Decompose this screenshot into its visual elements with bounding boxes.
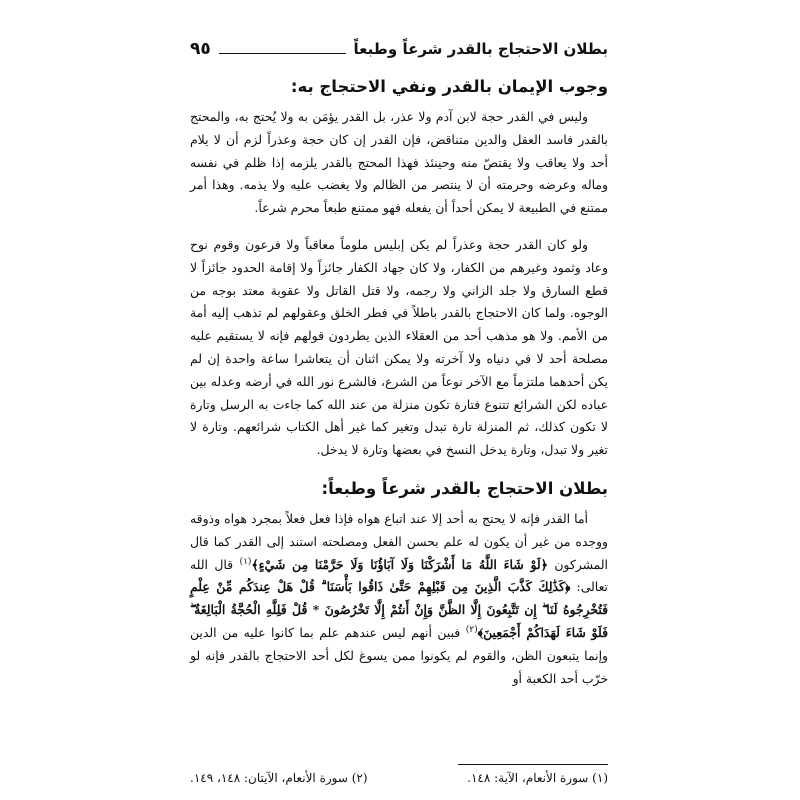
- running-title: بطلان الاحتجاج بالقدر شرعاً وطبعاً: [353, 40, 608, 58]
- paragraph-3: [190, 508, 608, 690]
- running-header: [190, 36, 608, 62]
- paragraph-2: ولو كان القدر حجة وعذراً لم يكن إبليس ملوماً معاقباً ولا فرعون وقوم نوح وعاد وثمود وغيرهم من الكفار، ولا كان جهاد الكفار جائزاً ولا إقامة الحدود جائزاً لا قطع السارق ولا جلد الزاني ولا رجمه، ولا قتل القاتل ولا عقوبة معتد بوجه من الوجوه. ولما كان الاحتجاج بالقدر باطلاً في فطر الخلق وعقولهم لم تذهب إليه أمة من الأمم. ولا هو مذهب أحد من العقلاء الذين يطردون قولهم فإنه لا يستقيم عليه مصلحة أحد لا في دنياه ولا آخرته ولا يمكن اثنان أن يتعاشرا ساعة واحدة إن لم يكن أحدهما ملتزماً مع الآخر نوعاً من الشرع، فالشرع نور الله في أرضه وعدله بين عباده لكن الشرائع تتنوع فتارة تكون منزلة من عند الله كما جاءت به الرسل وتارة لا تكون كذلك، ثم المنزلة تارة تبدل وتغير كما غير أهل الكتاب شرائعهم. وتارة لا تغير ولا تبدل، وتارة يدخل النسخ في بعضها وتارة لا يدخل.: [190, 236, 608, 458]
- header-rule: [219, 53, 346, 54]
- paragraph-3-text-b: قال الله تعالى:: [190, 556, 609, 595]
- footnote-2: (٢) سورة الأنعام، الآيتان: ١٤٨، ١٤٩.: [190, 771, 368, 785]
- footnote-rule: [458, 764, 608, 765]
- spacer: [190, 462, 608, 476]
- footnote-ref-1: (١): [239, 556, 252, 567]
- paragraph-1: وليس في القدر حجة لابن آدم ولا عذر، بل القدر يؤمَن به ولا يُحتج به، والمحتج بالقدر فاسد العقل والدين متناقض، فإن القدر إن كان حجة وعذراً لزم أن لا يلام أحد ولا يعاقب ولا يقتصّ منه وحينئذ فهذا المحتج بالقدر يلزمه إذا ظلم في نفسه وماله وعرضه وحرمته أن لا ينتصر من الظالم ولا يغضب عليه ولا يذمه. وهذا أمر ممتنع في الطبيعة لا يمكن أحداً أن يفعله فهو ممتنع طبعاً محرم شرعاً.: [190, 109, 608, 216]
- paragraph-3-text-c: فبين أنهم ليس عندهم علم بما كانوا عليه من الدين وإنما يتبعون الظن، والقوم لم يكونوا ممن يسوغ لكل أحد الاحتجاج بالقدر فإنه لو خرّب أحد الكعبة أو: [190, 624, 608, 686]
- spacer: [190, 220, 608, 234]
- paragraph-3-text-a: أما القدر فإنه لا يحتج به أحد إلا عند اتباع هواه فإذا فعل فعلاً بمجرد هواه وذوقه ووجده من غير أن يكون له علم بحسن الفعل ومصلحته استند إلى القدر كما قال المشركون: [190, 510, 608, 572]
- section-heading-invalidity: بطلان الاحتجاج بالقدر شرعاً وطبعاً:: [321, 478, 608, 498]
- footnote-1: (١) سورة الأنعام، الآية: ١٤٨.: [467, 771, 608, 785]
- quran-verse-1: ﴿لَوْ شَاءَ اللَّهُ مَا أَشْرَكْنَا وَلَا آبَاؤُنَا وَلَا حَرَّمْنَا مِن شَيْءٍ﴾: [251, 556, 548, 572]
- footnote-ref-2: (٢): [465, 624, 478, 635]
- section-heading-faith-in-decree: وجوب الإيمان بالقدر ونفي الاحتجاج به:: [290, 77, 608, 96]
- page-body: [190, 74, 608, 690]
- quran-verse-2: ﴿كَذَٰلِكَ كَذَّبَ الَّذِينَ مِن قَبْلِهِمْ حَتَّىٰ ذَاقُوا بَأْسَنَا ۗ قُلْ هَلْ عِندَكُم مِّنْ عِلْمٍ فَتُخْرِجُوهُ لَنَا ۖ إِن تَتَّبِعُونَ إِلَّا الظَّنَّ وَإِنْ أَنتُمْ إِلَّا تَخْرُصُونَ * قُلْ فَلِلَّهِ الْحُجَّةُ الْبَالِغَةُ ۖ فَلَوْ شَاءَ لَهَدَاكُمْ أَجْمَعِينَ﴾: [190, 579, 608, 640]
- page-number: ٩٥: [190, 39, 211, 59]
- footnotes: [190, 768, 608, 788]
